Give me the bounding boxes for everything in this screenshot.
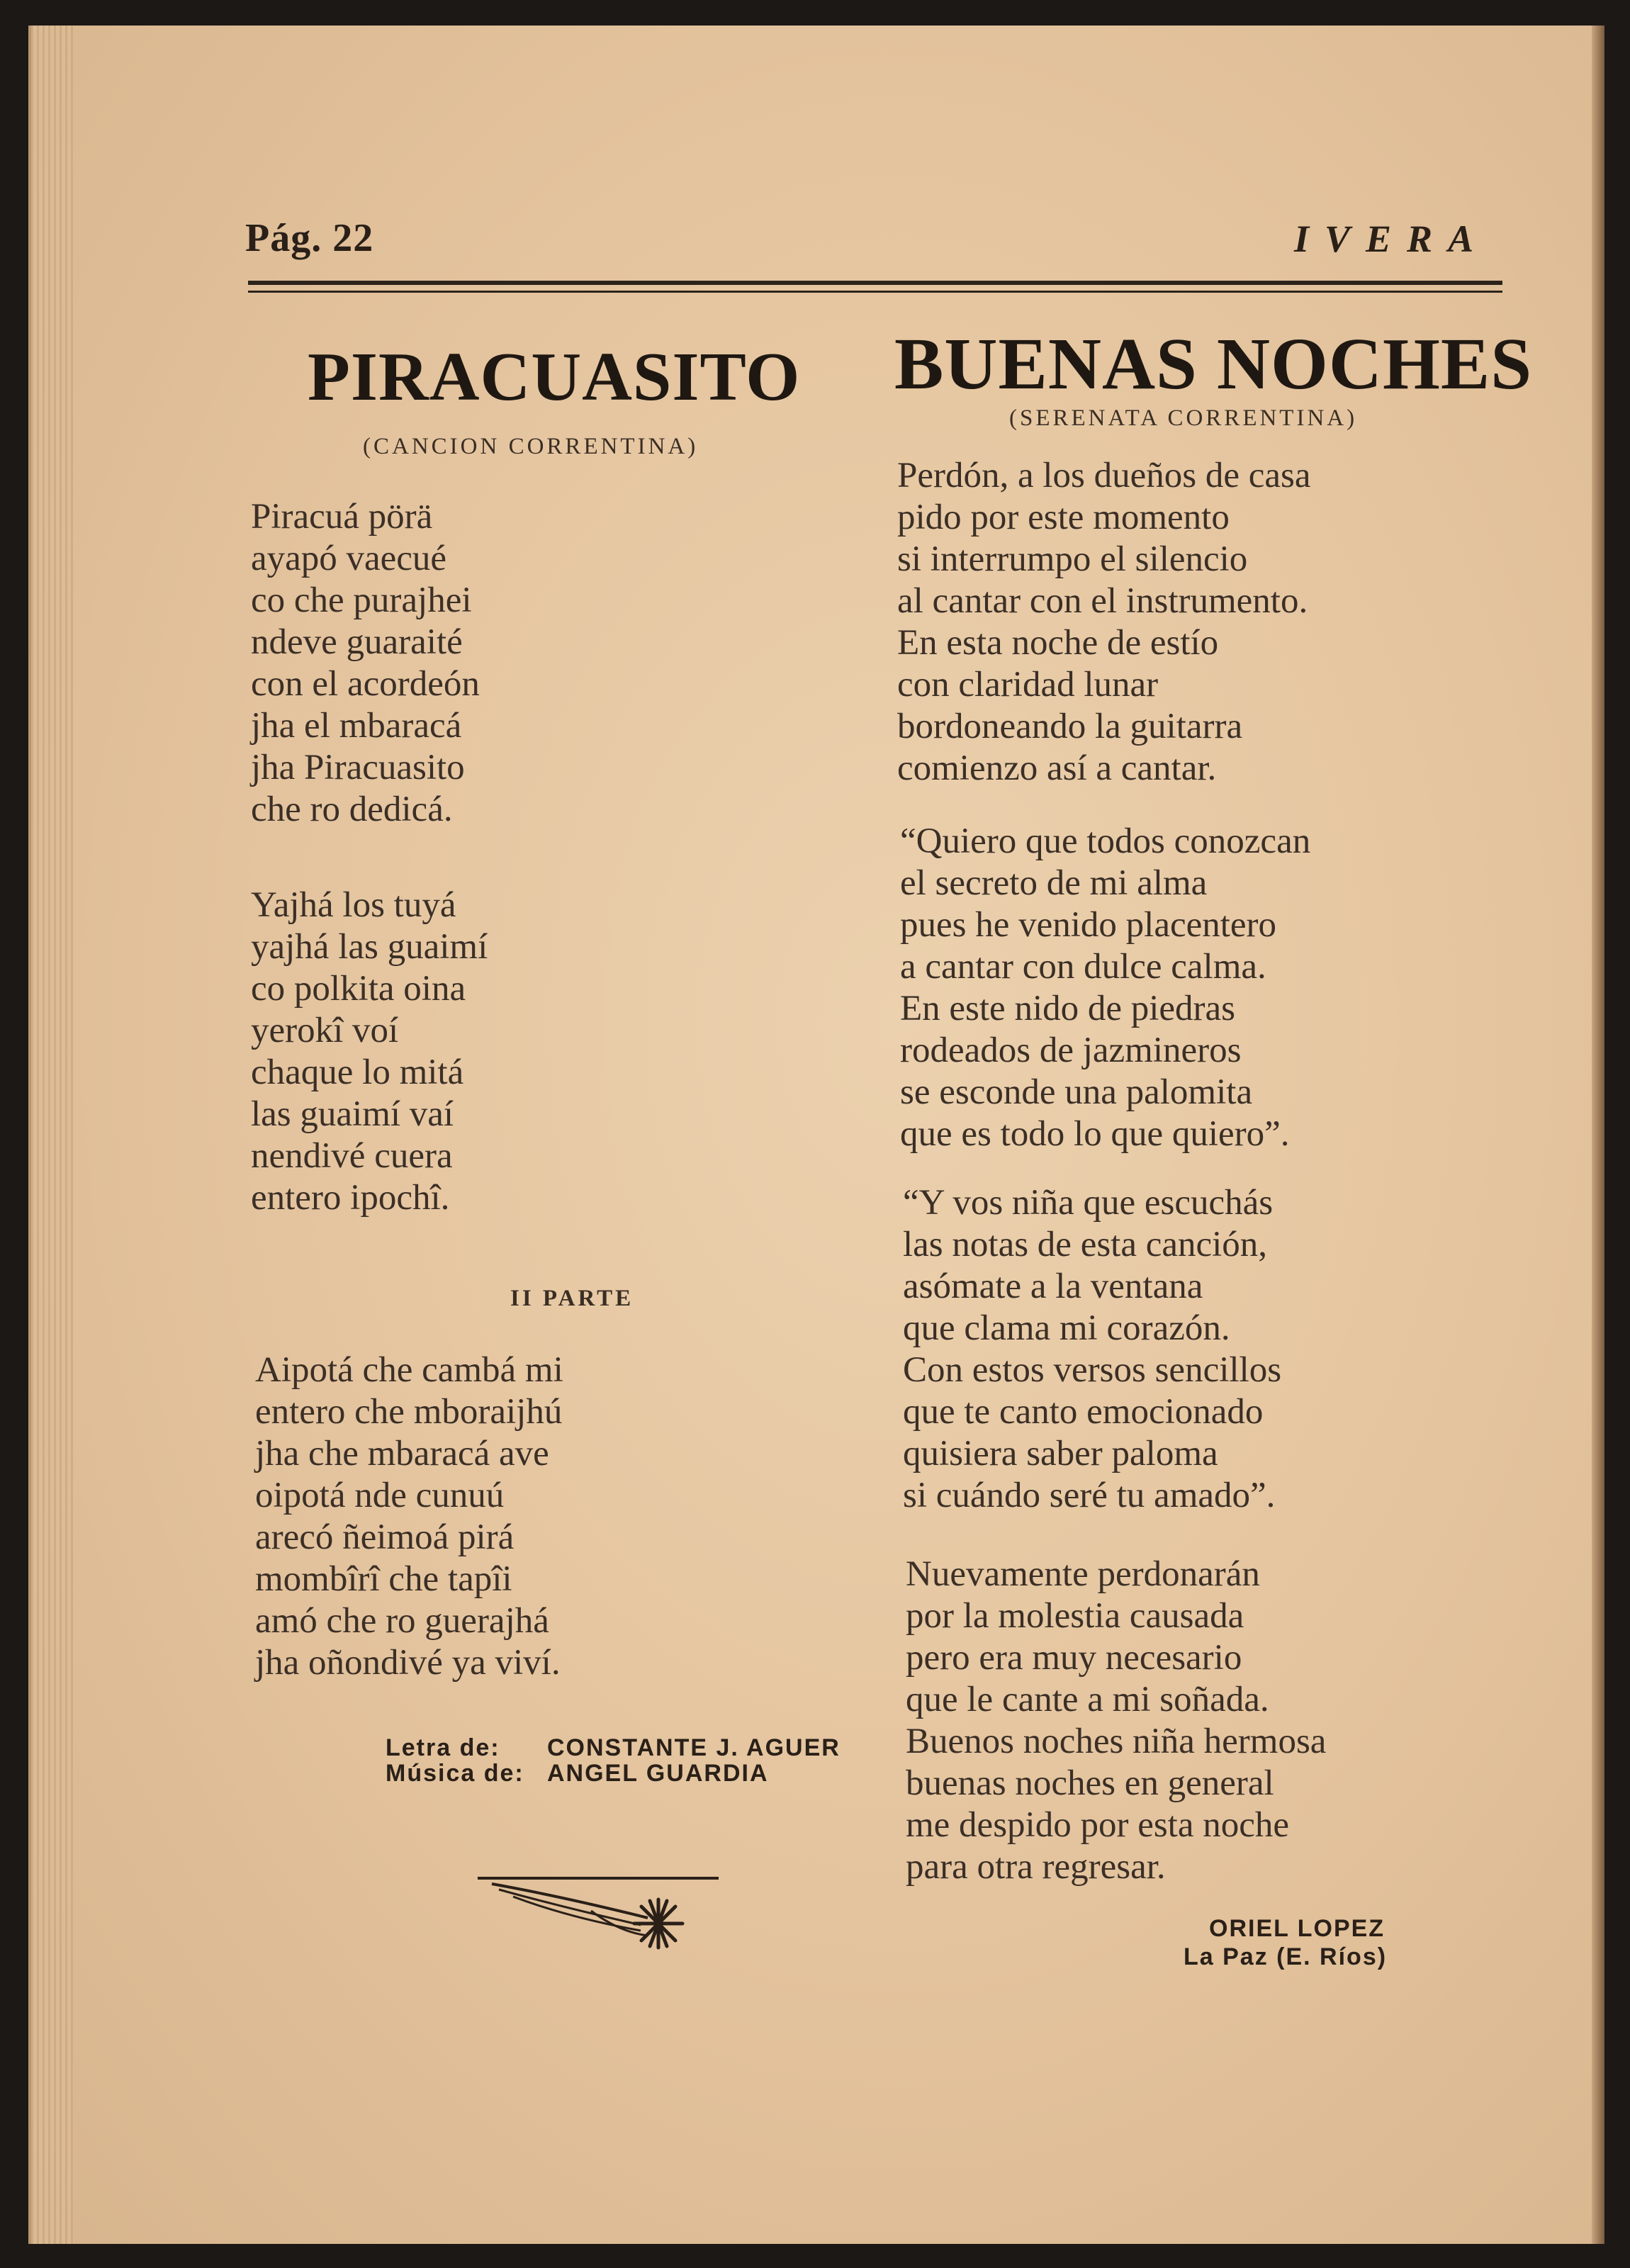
verse-line: con el acordeón bbox=[251, 664, 480, 704]
header-rule-thin bbox=[248, 291, 1502, 293]
verse-line: co polkita oina bbox=[251, 969, 466, 1009]
verse-line: ayapó vaecué bbox=[251, 539, 447, 578]
verse-line: con claridad lunar bbox=[897, 665, 1159, 704]
magazine-page bbox=[28, 26, 1604, 2244]
verse-line: al cantar con el instrumento. bbox=[897, 581, 1308, 621]
verse-line: En este nido de piedras bbox=[900, 989, 1236, 1028]
verse-line: comienzo así a cantar. bbox=[897, 748, 1217, 788]
verse-line: si cuándo seré tu amado”. bbox=[903, 1476, 1276, 1515]
verse-line: entero ipochî. bbox=[251, 1178, 450, 1218]
verse-line: “Quiero que todos conozcan bbox=[900, 821, 1311, 861]
verse-line: Aipotá che cambá mi bbox=[255, 1350, 563, 1390]
verse-line: rodeados de jazmineros bbox=[900, 1031, 1242, 1070]
verse-line: que es todo lo que quiero”. bbox=[900, 1114, 1290, 1154]
verse-line: arecó ñeimoá pirá bbox=[255, 1517, 515, 1557]
verse-line: el secreto de mi alma bbox=[900, 863, 1208, 903]
right-stanza-1 bbox=[897, 455, 1311, 790]
verse-line: jha oñondivé ya viví. bbox=[255, 1643, 561, 1683]
verse-line: quisiera saber paloma bbox=[903, 1434, 1218, 1473]
verse-line: En esta noche de estío bbox=[897, 623, 1219, 663]
music-author: ANGEL GUARDIA bbox=[547, 1760, 769, 1787]
verse-line: co che purajhei bbox=[251, 580, 472, 620]
verse-line: Buenos noches niña hermosa bbox=[906, 1722, 1327, 1761]
lyrics-author: CONSTANTE J. AGUER bbox=[547, 1734, 841, 1761]
verse-line: yerokî voí bbox=[251, 1011, 399, 1050]
right-song-title: BUENAS NOCHES bbox=[894, 323, 1533, 405]
right-song-subtitle: (SERENATA CORRENTINA) bbox=[1009, 405, 1358, 431]
verse-line: que le cante a mi soñada. bbox=[906, 1680, 1269, 1719]
verse-line: Con estos versos sencillos bbox=[903, 1350, 1282, 1390]
song-credits bbox=[386, 1735, 841, 1786]
verse-line: se esconde una palomita bbox=[900, 1072, 1253, 1112]
header-rule bbox=[248, 281, 1502, 285]
verse-line: bordoneando la guitarra bbox=[897, 707, 1243, 746]
verse-line: mombîrî che tapîi bbox=[255, 1559, 512, 1599]
verse-line: ndeve guaraité bbox=[251, 622, 463, 662]
verse-line: que te canto emocionado bbox=[903, 1392, 1264, 1432]
verse-line: buenas noches en general bbox=[906, 1763, 1274, 1803]
verse-line: Perdón, a los dueños de casa bbox=[897, 456, 1311, 495]
verse-line: chaque lo mitá bbox=[251, 1052, 464, 1092]
verse-line: por la molestia causada bbox=[906, 1596, 1244, 1636]
verse-line: jha el mbaracá bbox=[251, 706, 462, 746]
verse-line: si interrumpo el silencio bbox=[897, 539, 1248, 579]
left-stanza-2 bbox=[251, 885, 488, 1219]
part-two-label: II PARTE bbox=[510, 1286, 634, 1311]
verse-line: para otra regresar. bbox=[906, 1847, 1166, 1887]
verse-line: jha Piracuasito bbox=[251, 748, 465, 787]
verse-line: a cantar con dulce calma. bbox=[900, 947, 1266, 987]
verse-line: que clama mi corazón. bbox=[903, 1308, 1230, 1348]
right-stanza-2 bbox=[900, 821, 1310, 1155]
verse-line: “Y vos niña que escuchás bbox=[903, 1183, 1274, 1223]
verse-line: nendivé cuera bbox=[251, 1136, 453, 1176]
verse-line: entero che mboraijhú bbox=[255, 1392, 563, 1432]
verse-line: Nuevamente perdonarán bbox=[906, 1554, 1260, 1594]
left-song-title: PIRACUASITO bbox=[308, 339, 801, 415]
page-number: Pág. 22 bbox=[245, 216, 374, 260]
flower-ornament-icon bbox=[478, 1868, 726, 1953]
verse-line: pero era muy necesario bbox=[906, 1638, 1242, 1678]
verse-line: pido por este momento bbox=[897, 498, 1230, 537]
verse-line: las notas de esta canción, bbox=[903, 1225, 1268, 1264]
right-song-author: ORIEL LOPEZ bbox=[1209, 1915, 1386, 1942]
lyrics-label: Letra de: bbox=[386, 1734, 500, 1761]
right-song-place: La Paz (E. Ríos) bbox=[1184, 1943, 1388, 1970]
verse-line: Piracuá pörä bbox=[251, 497, 433, 537]
verse-line: asómate a la ventana bbox=[903, 1267, 1203, 1306]
verse-line: yajhá las guaimí bbox=[251, 927, 488, 967]
verse-line: Yajhá los tuyá bbox=[251, 885, 456, 925]
verse-line: las guaimí vaí bbox=[251, 1094, 454, 1134]
right-stanza-3 bbox=[903, 1182, 1281, 1517]
magazine-title: IVERA bbox=[1294, 218, 1490, 260]
verse-line: jha che mbaracá ave bbox=[255, 1434, 549, 1473]
left-stanza-3 bbox=[255, 1349, 563, 1684]
left-song-subtitle: (CANCION CORRENTINA) bbox=[363, 434, 699, 459]
left-stanza-1 bbox=[251, 496, 480, 831]
right-stanza-4 bbox=[906, 1554, 1326, 1888]
music-label: Música de: bbox=[386, 1760, 524, 1787]
verse-line: oipotá nde cunuú bbox=[255, 1476, 505, 1515]
verse-line: amó che ro guerajhá bbox=[255, 1601, 549, 1641]
verse-line: pues he venido placentero bbox=[900, 905, 1277, 945]
verse-line: me despido por esta noche bbox=[906, 1805, 1290, 1845]
verse-line: che ro dedicá. bbox=[251, 790, 453, 829]
